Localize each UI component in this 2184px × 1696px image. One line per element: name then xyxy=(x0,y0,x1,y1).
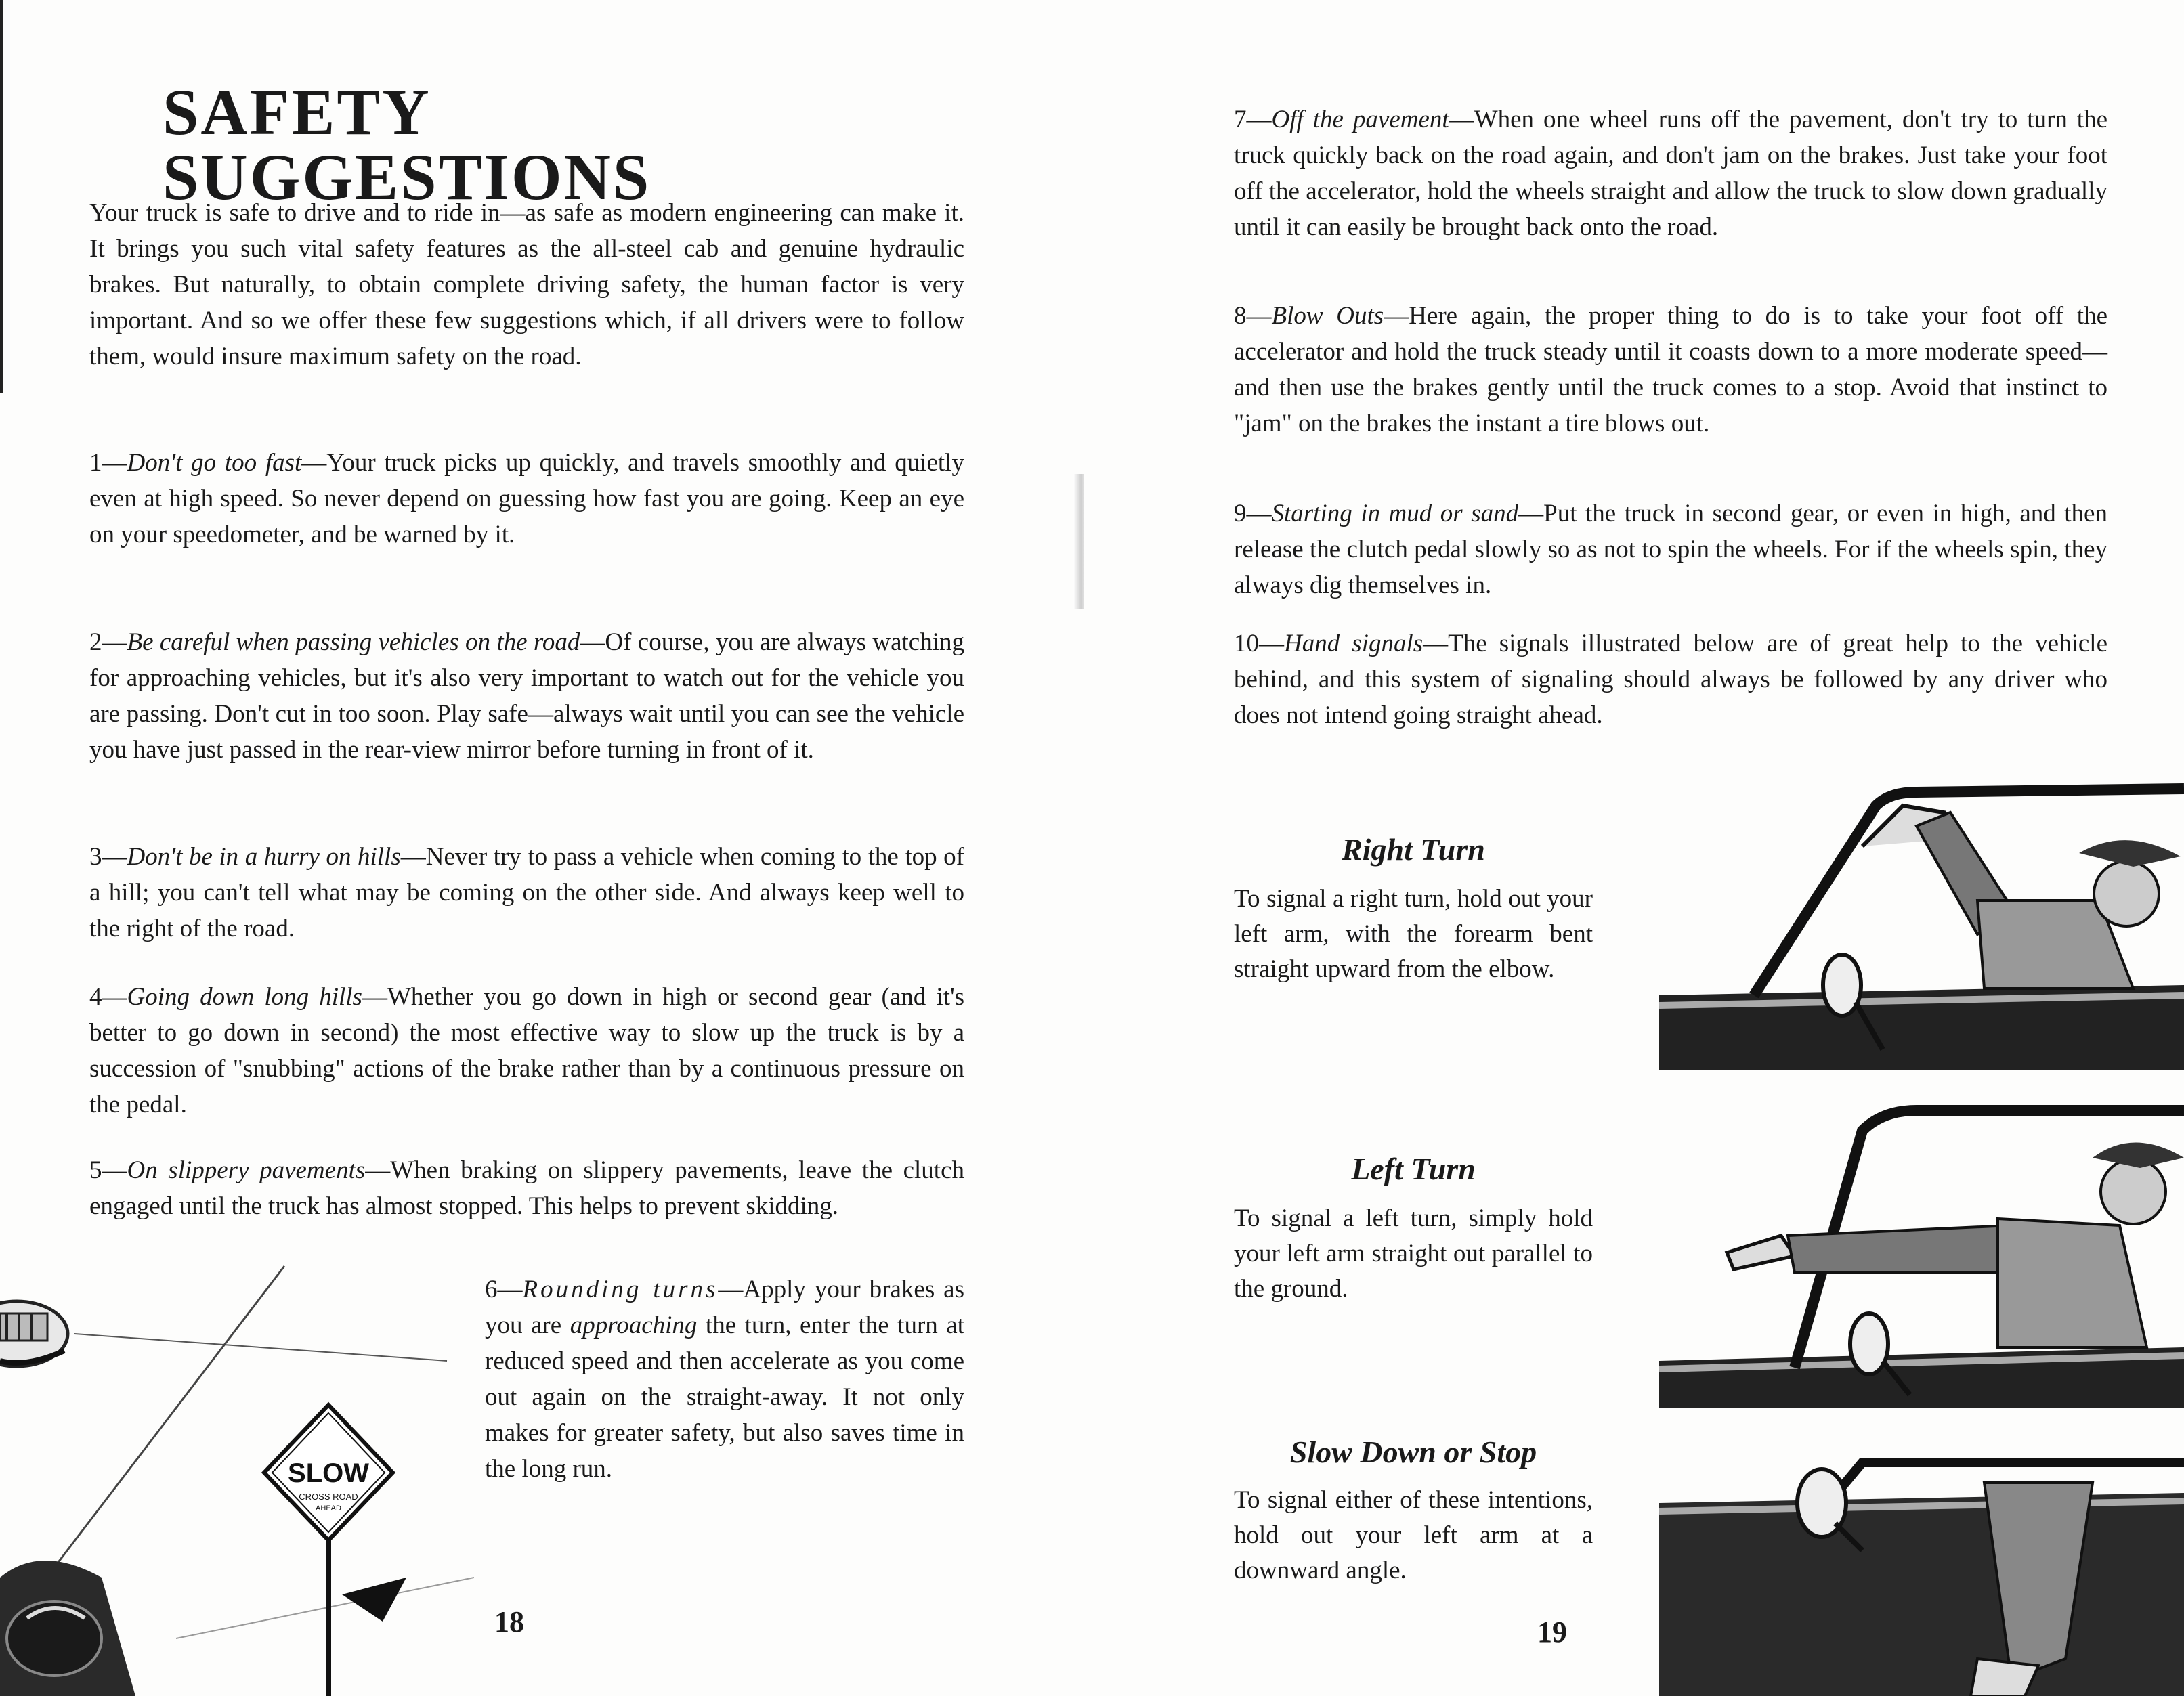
tip-number: 1— xyxy=(89,449,127,477)
tip-text: the turn, enter the turn at reduced speed and then accelerate as you come out again on the straight-away. It not only makes for greater safety, but also saves time in the long run. xyxy=(485,1311,964,1483)
tip-1 xyxy=(89,445,964,552)
tip-number: 4— xyxy=(89,983,127,1011)
tip-number: 7— xyxy=(1234,106,1272,133)
lowered-hand-icon xyxy=(1971,1659,2038,1696)
sign-shadow xyxy=(342,1578,406,1622)
signal-text-right-turn: To signal a right turn, hold out your left arm, with the forearm bent straight upward from the elbow. xyxy=(1234,885,1593,983)
tip-lead: Blow Outs xyxy=(1271,302,1384,330)
tip-8 xyxy=(1234,298,2107,441)
tip-2 xyxy=(89,624,964,768)
page-title: SAFETY SUGGESTIONS xyxy=(163,76,651,213)
road-edge-line xyxy=(74,1334,447,1361)
tip-lead: Rounding turns xyxy=(522,1276,719,1303)
tip-number: 10— xyxy=(1234,630,1284,657)
signal-text-slow-stop: To signal either of these intentions, hold out your left arm at a downward angle. xyxy=(1234,1486,1593,1584)
tip-lead: On slippery pavements xyxy=(127,1156,366,1184)
signal-text-left-turn: To signal a left turn, simply hold your left arm straight out parallel to the ground. xyxy=(1234,1204,1593,1303)
outstretched-hand-icon xyxy=(1727,1236,1795,1269)
slow-road-sign xyxy=(264,1405,406,1696)
tip-text: —When braking on slippery pavements, leave the clutch engaged until the truck has almost stopped. This helps to prevent skidding. xyxy=(89,1156,964,1220)
car-wheel-icon xyxy=(0,1561,135,1696)
car-front-icon xyxy=(0,1301,68,1366)
tip-number: 3— xyxy=(89,843,127,871)
tip-lead: Off the pavement xyxy=(1271,106,1449,133)
tip-number: 9— xyxy=(1234,500,1272,527)
tip-emphasis: approaching xyxy=(570,1311,698,1339)
tip-text: —Apply your brakes as you are xyxy=(485,1276,964,1339)
page-number: 19 xyxy=(1537,1615,1567,1649)
tip-text: —Here again, the proper thing to do is to take your foot off the accelerator and hold the truck steady until it coasts down to a more moderate speed—and then use the brakes gently until the truck comes to a stop. Avoid that instinct to "jam" on the brakes the instant a tire blows out. xyxy=(1234,302,2107,437)
intro-paragraph: Your truck is safe to drive and to ride in—as safe as modern engineering can make it. It brings you such vital safety features as the all-steel cab and genuine hydraulic brakes. But naturally, to obtain complete driving safety, the human factor is very important. And so we offer these few suggestions which, if all drivers were to follow them, would insure maximum safety on the road. xyxy=(89,199,964,370)
driver-body xyxy=(1998,1219,2147,1347)
signal-title-slow-stop: Slow Down or Stop xyxy=(1289,1435,1537,1469)
tip-number: 5— xyxy=(89,1156,127,1184)
sign-ahead-text: AHEAD xyxy=(316,1504,341,1513)
driver-cap xyxy=(2093,1143,2184,1169)
outstretched-arm xyxy=(1788,1225,2025,1273)
road-far-line xyxy=(176,1578,474,1638)
driver-head xyxy=(2094,861,2159,926)
driver-head xyxy=(2101,1159,2166,1224)
tip-lead: Don't go too fast xyxy=(127,449,302,477)
side-mirror-icon xyxy=(1850,1313,1888,1374)
tip-lead: Starting in mud or sand xyxy=(1271,500,1519,527)
slow-stop-illustration xyxy=(1659,1456,2184,1696)
tip-text: —Never try to pass a vehicle when coming to the top of a hill; you can't tell what may be coming on the other side. And always keep well to the right of the road. xyxy=(89,843,964,942)
tip-9 xyxy=(1234,496,2107,603)
tip-number: 2— xyxy=(89,628,127,656)
tip-lead: Going down long hills xyxy=(127,983,362,1011)
sign-cross-road-text: CROSS ROAD xyxy=(299,1492,358,1502)
tip-text: —When one wheel runs off the pavement, don't try to turn the truck quickly back on the road again, and don't jam on the brakes. Just take your foot off the accelerator, hold the wheels straight and allow the truck to slow down gradually until it can easily be brought back onto the road. xyxy=(1234,106,2108,241)
tip-number: 8— xyxy=(1234,302,1272,330)
signal-title-right-turn: Right Turn xyxy=(1342,832,1485,867)
driver-cap xyxy=(2079,840,2181,867)
left-page xyxy=(0,0,1084,1696)
tip-text: —Put the truck in second gear, or even in high, and then release the clutch pedal slowly so as not to spin the wheels. For if the wheels spin, they always dig themselves in. xyxy=(1234,500,2107,599)
tip-7 xyxy=(1234,102,2107,245)
tip-number: 6— xyxy=(485,1276,523,1303)
tip-lead: Don't be in a hurry on hills xyxy=(127,843,401,871)
tip-text: —Of course, you are always watching for approaching vehicles, but it's also very important to watch out for the vehicle you are passing. Don't cut in too soon. Play safe—always wait until you can see the vehicle you have just passed in the rear-view mirror before turning in front of it. xyxy=(89,628,965,764)
tip-lead: Hand signals xyxy=(1284,630,1423,657)
tip-5 xyxy=(89,1152,964,1224)
sign-slow-text: SLOW xyxy=(288,1458,369,1488)
truck-door xyxy=(1659,1493,2184,1696)
tip-lead: Be careful when passing vehicles on the road xyxy=(127,628,580,656)
right-turn-illustration xyxy=(1659,765,2184,1070)
page-number: 18 xyxy=(494,1605,524,1638)
signal-title-left-turn: Left Turn xyxy=(1351,1152,1476,1186)
road-illustration xyxy=(0,1259,474,1696)
tip-6 xyxy=(485,1271,964,1487)
page-edge-mark xyxy=(0,0,3,393)
tip-10 xyxy=(1234,626,2107,733)
right-page xyxy=(1084,0,2184,1696)
tip-text: —Whether you go down in high or second gear (and it's better to go down in second) the most effective way to slow up the truck is by a succession of "snubbing" actions of the brake rather than by a continuous pressure on the pedal. xyxy=(89,983,965,1118)
tip-3 xyxy=(89,839,964,947)
tip-text: —The signals illustrated below are of great help to the vehicle behind, and this system of signaling should always be followed by any driver who does not intend going straight ahead. xyxy=(1234,630,2107,729)
left-turn-illustration xyxy=(1659,1090,2184,1408)
tip-4 xyxy=(89,979,964,1123)
tip-text: —Your truck picks up quickly, and travels smoothly and quietly even at high speed. So never depend on guessing how fast you are going. Keep an eye on your speedometer, and be warned by it. xyxy=(89,449,964,548)
